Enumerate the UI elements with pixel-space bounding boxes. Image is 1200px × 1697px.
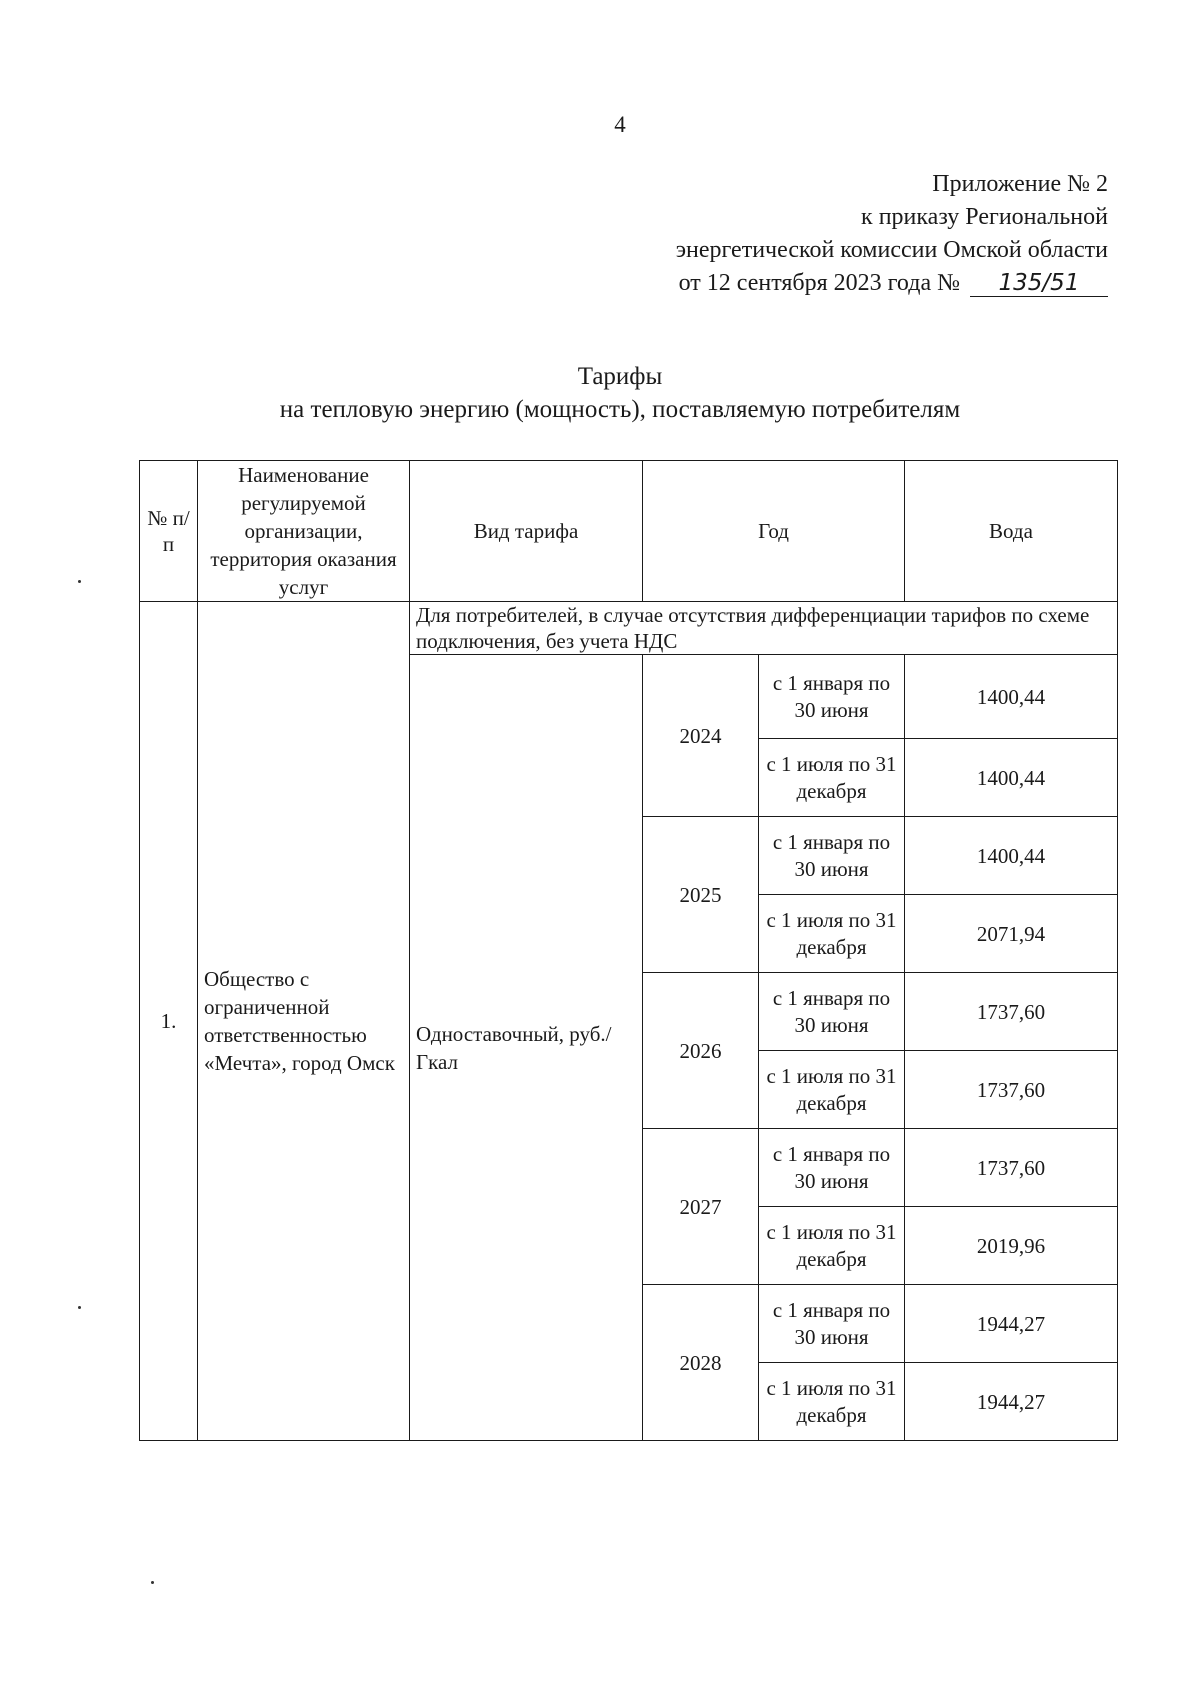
water-tariff-value: 1400,44 <box>905 655 1118 739</box>
tariff-type: Одноставочный, руб./Гкал <box>410 655 643 1441</box>
tariff-table <box>139 460 1118 1441</box>
scan-speck <box>78 1306 81 1309</box>
title-subtitle: на тепловую энергию (мощность), поставляемую потребителям <box>279 396 961 423</box>
water-tariff-value: 1944,27 <box>905 1363 1118 1441</box>
period-cell: с 1 июля по 31 декабря <box>759 1051 905 1129</box>
page-number: 4 <box>614 112 626 137</box>
header-tariff-type: Вид тарифа <box>410 461 643 602</box>
period-cell: с 1 июля по 31 декабря <box>759 895 905 973</box>
year-cell: 2026 <box>643 973 759 1129</box>
header-num: № п/п <box>140 461 198 602</box>
water-tariff-value: 2019,96 <box>905 1207 1118 1285</box>
appendix-block <box>676 168 1108 300</box>
title-main: Тарифы <box>577 363 663 390</box>
appendix-order-ref: к приказу Региональной <box>861 204 1108 230</box>
year-cell: 2027 <box>643 1129 759 1285</box>
period-cell: с 1 июля по 31 декабря <box>759 739 905 817</box>
condition-text: Для потребителей, в случае отсутствия дифференциации тарифов по схеме подключения, без учета НДС <box>410 602 1118 655</box>
appendix-commission: энергетической комиссии Омской области <box>675 237 1108 263</box>
period-cell: с 1 января по 30 июня <box>759 817 905 895</box>
water-tariff-value: 1400,44 <box>905 817 1118 895</box>
header-org: Наименование регулируемой организации, территория оказания услуг <box>198 461 410 602</box>
row-number: 1. <box>140 602 198 1441</box>
period-cell: с 1 июля по 31 декабря <box>759 1363 905 1441</box>
document-title <box>0 360 1200 426</box>
water-tariff-value: 1737,60 <box>905 1129 1118 1207</box>
period-cell: с 1 января по 30 июня <box>759 1285 905 1363</box>
table-header-row <box>140 461 1118 602</box>
scan-speck <box>151 1581 154 1584</box>
period-cell: с 1 января по 30 июня <box>759 1129 905 1207</box>
scan-speck <box>78 580 81 583</box>
appendix-date: от 12 сентября 2023 года № <box>678 270 960 296</box>
water-tariff-value: 1737,60 <box>905 1051 1118 1129</box>
order-number-handwritten: 135/51 <box>970 270 1108 297</box>
year-cell: 2024 <box>643 655 759 817</box>
period-cell: с 1 июля по 31 декабря <box>759 1207 905 1285</box>
header-water: Вода <box>905 461 1118 602</box>
appendix-date-line <box>676 267 1108 300</box>
period-cell: с 1 января по 30 июня <box>759 655 905 739</box>
water-tariff-value: 1400,44 <box>905 739 1118 817</box>
water-tariff-value: 2071,94 <box>905 895 1118 973</box>
appendix-title: Приложение № 2 <box>932 171 1108 197</box>
condition-row <box>140 602 1118 655</box>
organization-name: Общество с ограниченной ответственностью «Мечта», город Омск <box>198 602 410 1441</box>
period-cell: с 1 января по 30 июня <box>759 973 905 1051</box>
water-tariff-value: 1737,60 <box>905 973 1118 1051</box>
water-tariff-value: 1944,27 <box>905 1285 1118 1363</box>
year-cell: 2028 <box>643 1285 759 1441</box>
header-year: Год <box>643 461 905 602</box>
year-cell: 2025 <box>643 817 759 973</box>
